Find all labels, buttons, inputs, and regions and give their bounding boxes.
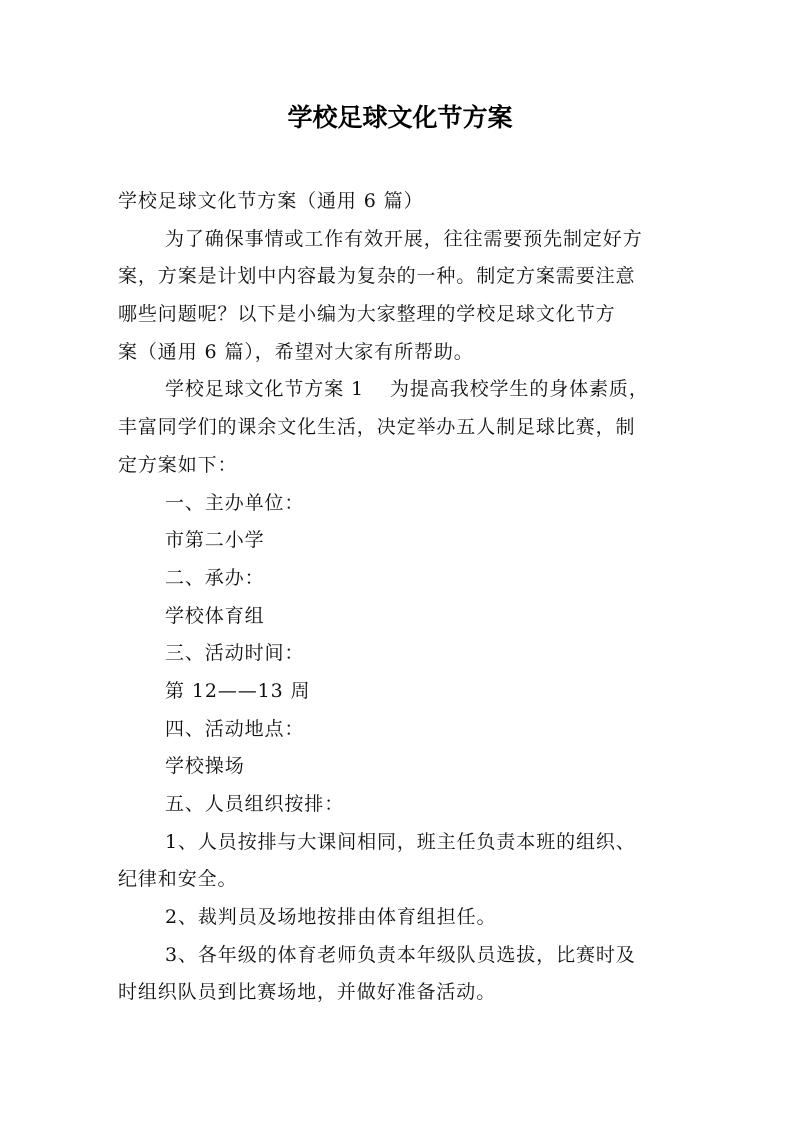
organizer-heading: 一、主办单位：: [165, 491, 305, 514]
section-1-heading: 学校足球文化节方案 1: [165, 378, 365, 401]
staffing-item-1-line-2: 纪律和安全。: [118, 868, 238, 891]
section-1-line-3: 定方案如下：: [118, 453, 238, 476]
location-heading: 四、活动地点：: [165, 717, 305, 740]
document-body: [118, 183, 690, 1012]
staffing-item-1-line-1: 1、人员按排与大课间相同，班主任负责本班的组织、: [165, 830, 636, 853]
section-1-line-1: [118, 371, 690, 409]
staffing-item-3-line-1: 3、各年级的体育老师负责本年级队员选拔，比赛时及: [165, 943, 636, 966]
organizer-value: 市第二小学: [165, 529, 265, 552]
subtitle-line: 学校足球文化节方案（通用 6 篇）: [118, 190, 424, 212]
host-heading: 二、承办：: [165, 566, 265, 589]
host-value: 学校体育组: [165, 604, 265, 627]
staffing-heading: 五、人员组织按排：: [165, 793, 345, 815]
staffing-item-2: 2、裁判员及场地按排由体育组担任。: [165, 906, 497, 929]
intro-line-4: 案（通用 6 篇），希望对大家有所帮助。: [118, 340, 474, 363]
time-value: 第 12——13 周: [165, 679, 311, 702]
staffing-item-3-line-2: 时组织队员到比赛场地，并做好准备活动。: [118, 981, 497, 1004]
section-1-text: 为提高我校学生的身体素质，: [390, 378, 649, 401]
document-title: 学校足球文化节方案: [287, 103, 513, 132]
time-heading: 三、活动时间：: [165, 642, 305, 665]
section-1-line-2: 丰富同学们的课余文化生活，决定举办五人制足球比赛，制: [118, 416, 636, 439]
intro-line-2: 案，方案是计划中内容最为复杂的一种。制定方案需要注意: [118, 265, 636, 288]
intro-line-1: 为了确保事情或工作有效开展，往往需要预先制定好方: [165, 227, 643, 250]
intro-line-3: 哪些问题呢？以下是小编为大家整理的学校足球文化节方: [118, 303, 616, 326]
location-value: 学校操场: [165, 755, 245, 778]
